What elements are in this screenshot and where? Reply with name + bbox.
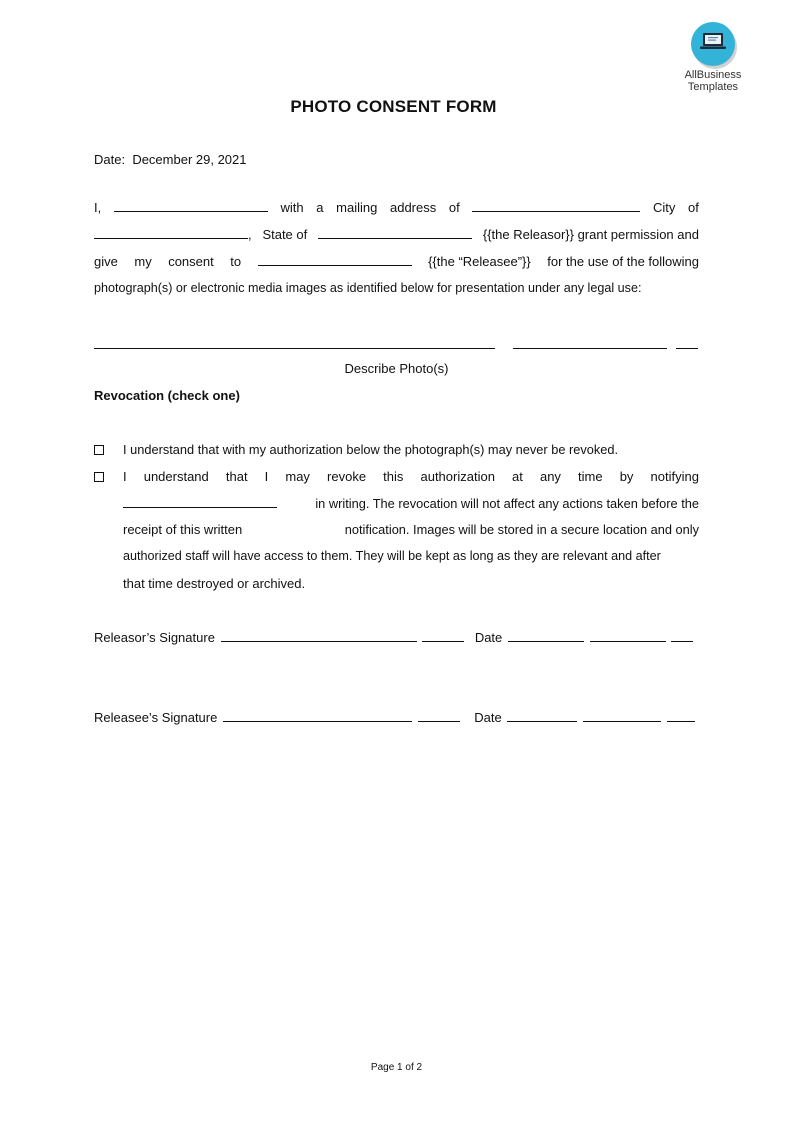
- option2-line-1: [123, 469, 699, 484]
- describe-photo-label: Describe Photo(s): [344, 361, 449, 376]
- intro-line-2: [94, 227, 699, 242]
- intro-text: State of: [262, 227, 308, 242]
- releasor-signature-blank[interactable]: [221, 630, 417, 642]
- name-blank[interactable]: [114, 200, 268, 212]
- releasor-date-blank-2[interactable]: [590, 630, 666, 642]
- intro-text: address: [389, 200, 437, 215]
- laptop-icon: [700, 32, 726, 52]
- intro-line-1: [94, 200, 699, 215]
- option2-word: understand: [143, 469, 209, 484]
- intro-text: of: [448, 200, 460, 215]
- intro-text: give: [94, 254, 118, 269]
- logo-badge: [691, 22, 735, 66]
- option2-text: notification. Images will be stored in a secure location and only: [344, 522, 699, 537]
- page-number: Page 1 of 2: [370, 1062, 423, 1073]
- intro-text: ,: [248, 227, 252, 242]
- releasor-signature-blank-2[interactable]: [422, 630, 464, 642]
- intro-line-3: [94, 254, 699, 269]
- date-value: December 29, 2021: [132, 152, 247, 167]
- option2-word: by: [619, 469, 634, 484]
- releasee-blank[interactable]: [258, 254, 412, 266]
- describe-blank-3[interactable]: [676, 337, 698, 349]
- releasor-signature-label: Releasor’s Signature: [94, 630, 215, 645]
- releasee-signature-blank-2[interactable]: [418, 710, 460, 722]
- option1-checkbox[interactable]: [94, 445, 104, 455]
- option2-word: at: [512, 469, 523, 484]
- intro-text: consent: [168, 254, 214, 269]
- option2-word: that: [225, 469, 248, 484]
- intro-text: {{the Releasor}} grant permission and: [482, 227, 699, 242]
- option2-text: in writing. The revocation will not affect any actions taken before the: [315, 496, 699, 511]
- releasee-date-blank-1[interactable]: [507, 710, 577, 722]
- notify-blank[interactable]: [123, 496, 277, 508]
- option2-word: time: [578, 469, 603, 484]
- intro-text: City: [653, 200, 676, 215]
- city-blank[interactable]: [94, 227, 248, 239]
- describe-photo-lines: [94, 337, 699, 352]
- option2-word: revoke: [327, 469, 367, 484]
- intro-text: to: [230, 254, 242, 269]
- logo-text-line2: Templates: [687, 81, 739, 93]
- releasee-signature-line: [94, 710, 695, 725]
- date-line: [94, 152, 247, 167]
- option2-word: I: [123, 469, 127, 484]
- releasor-signature-line: [94, 630, 693, 645]
- intro-text: mailing: [336, 200, 378, 215]
- releasee-date-blank-3[interactable]: [667, 710, 695, 722]
- option2-checkbox[interactable]: [94, 472, 104, 482]
- intro-text: of: [688, 200, 699, 215]
- intro-line-4: photograph(s) or electronic media images as identified below for presentation under any legal use:: [94, 281, 642, 295]
- address-blank[interactable]: [472, 200, 640, 212]
- page-title: PHOTO CONSENT FORM: [290, 97, 497, 116]
- option2-word: notifying: [650, 469, 699, 484]
- option2-line-2: [123, 496, 699, 511]
- option2-line-5: that time destroyed or archived.: [123, 576, 306, 591]
- option1-text: I understand that with my authorization below the photograph(s) may never be revoked.: [123, 442, 619, 457]
- option2-word: I: [264, 469, 269, 484]
- describe-blank-1[interactable]: [94, 337, 495, 349]
- logo-text-line1: AllBusiness: [684, 69, 742, 81]
- intro-text: for the use of the following: [547, 254, 699, 269]
- describe-blank-2[interactable]: [513, 337, 667, 349]
- releasor-date-blank-1[interactable]: [508, 630, 584, 642]
- intro-text: with: [280, 200, 304, 215]
- releasor-date-label: Date: [474, 630, 503, 645]
- option2-word: may: [285, 469, 310, 484]
- revocation-heading: Revocation (check one): [94, 388, 240, 403]
- releasee-date-label: Date: [474, 710, 502, 725]
- allbusiness-logo: [676, 22, 750, 93]
- option2-text: receipt of this written: [123, 522, 243, 537]
- releasee-date-blank-2[interactable]: [583, 710, 661, 722]
- releasor-date-blank-3[interactable]: [671, 630, 693, 642]
- option2-word: any: [539, 469, 561, 484]
- releasee-signature-blank[interactable]: [223, 710, 412, 722]
- state-blank[interactable]: [318, 227, 472, 239]
- intro-text: I,: [94, 200, 102, 215]
- intro-text: {{the “Releasee”}}: [428, 254, 531, 269]
- intro-text: my: [134, 254, 152, 269]
- releasee-signature-label: Releasee’s Signature: [94, 710, 218, 725]
- date-label: Date:: [94, 152, 126, 167]
- intro-text: a: [316, 200, 324, 215]
- option2-word: this: [383, 469, 404, 484]
- city-field: [94, 227, 252, 242]
- option2-line-3: [123, 522, 699, 537]
- option2-word: authorization: [420, 469, 495, 484]
- option2-line-4: authorized staff will have access to them. They will be kept as long as they are relevant and after: [123, 549, 661, 563]
